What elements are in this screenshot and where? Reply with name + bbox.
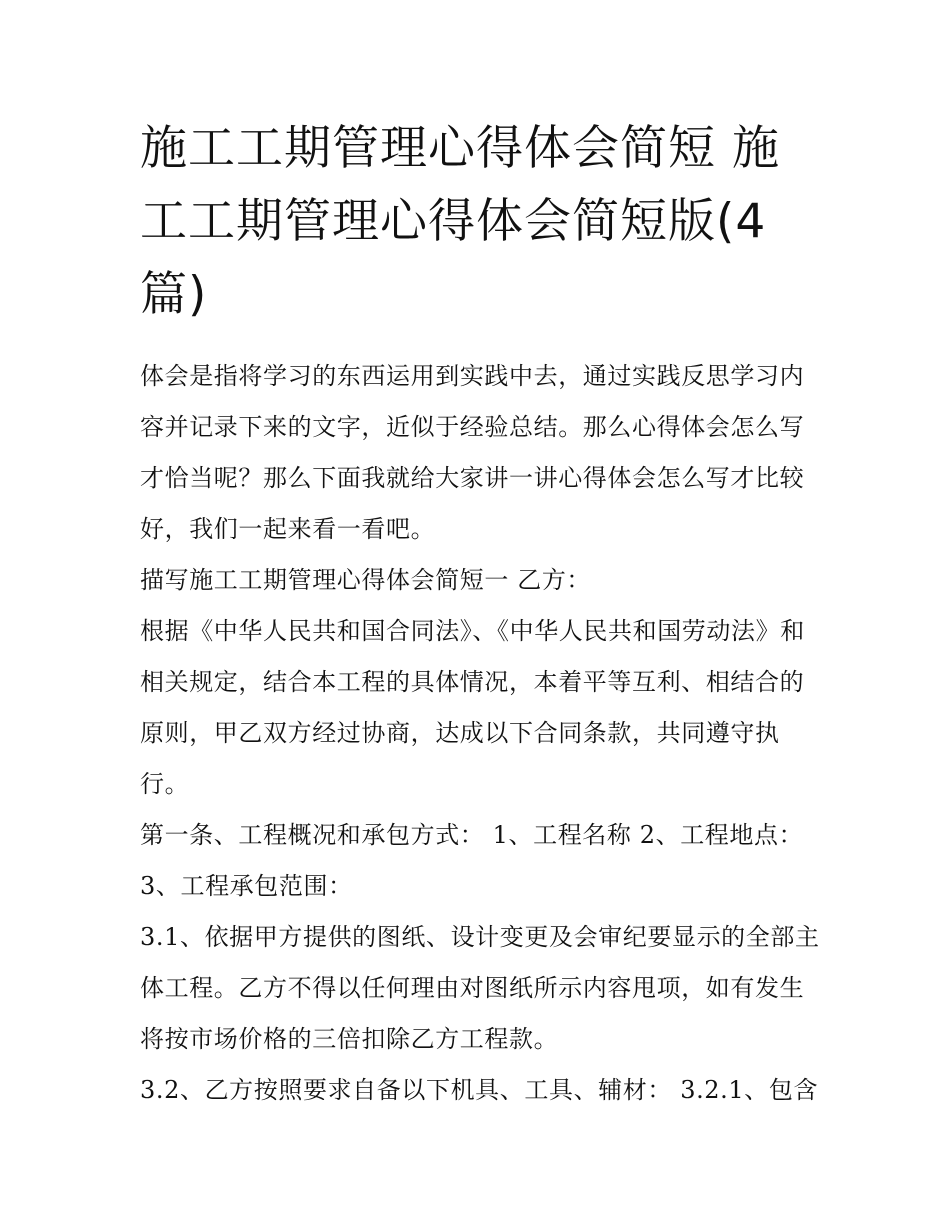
paragraph-scope: 3、工程承包范围： bbox=[140, 872, 353, 900]
paragraph-clause-3-2: 3.2、乙方按照要求自备以下机具、工具、辅材： 3.2.1、包含 bbox=[140, 1076, 819, 1104]
paragraph-section-heading: 描写施工工期管理心得体会简短一 乙方： bbox=[140, 566, 592, 594]
paragraph-clause-3-1: 3.1、依据甲方提供的图纸、设计变更及会审纪要显示的全部主体工程。乙方不得以任何理由对图纸所示内容甩项，如有发生将按市场价格的三倍扣除乙方工程款。 bbox=[140, 923, 820, 1053]
document-page bbox=[140, 112, 820, 1116]
document-title: 施工工期管理心得体会简短 施工工期管理心得体会简短版(4篇) bbox=[140, 121, 780, 322]
document-body bbox=[140, 351, 820, 1116]
paragraph-article-one: 第一条、工程概况和承包方式： 1、工程名称 2、工程地点： bbox=[140, 821, 804, 849]
paragraph-intro: 体会是指将学习的东西运用到实践中去，通过实践反思学习内容并记录下来的文字，近似于经验总结。那么心得体会怎么写才恰当呢？那么下面我就给大家讲一讲心得体会怎么写才比较好，我们一起来看一看吧。 bbox=[140, 362, 805, 543]
paragraph-legal-basis: 根据《中华人民共和国合同法》、《中华人民共和国劳动法》和相关规定，结合本工程的具体情况，本着平等互利、相结合的原则，甲乙双方经过协商，达成以下合同条款，共同遵守执行。 bbox=[140, 617, 805, 798]
